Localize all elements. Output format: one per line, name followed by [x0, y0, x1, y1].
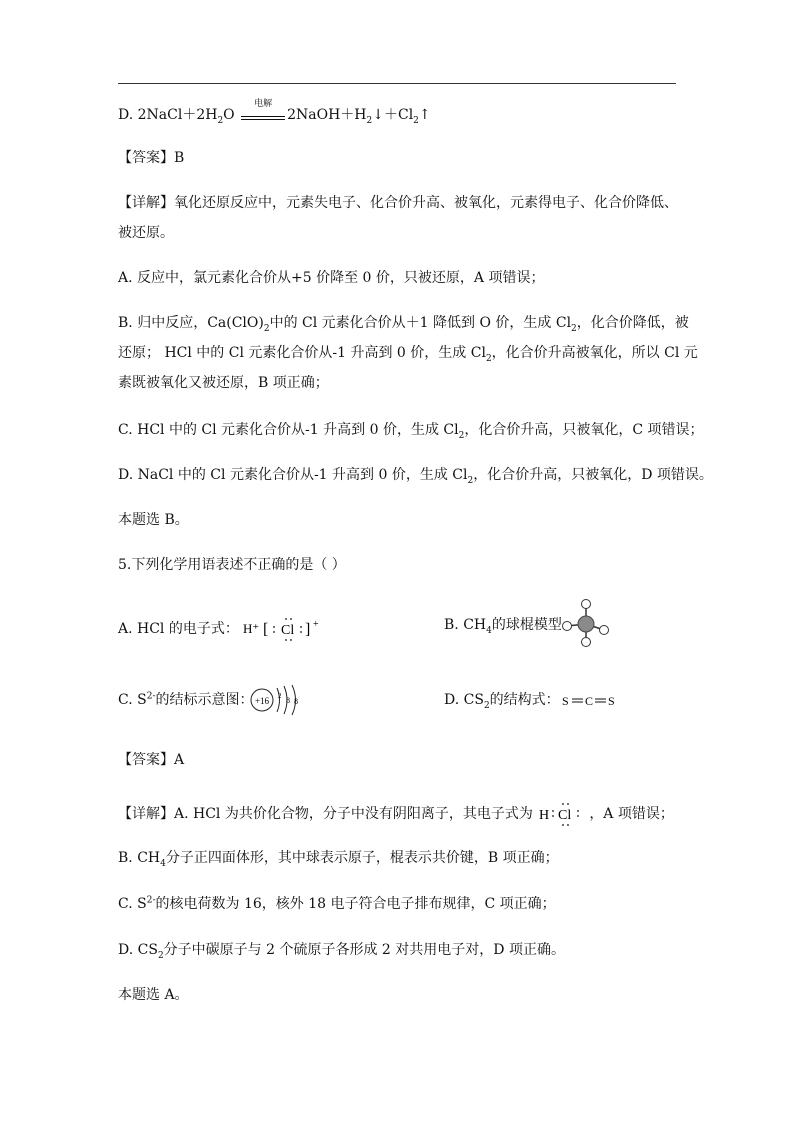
q5-option-a: A. HCl 的电子式： H⁺ [ Cl ] + — [118, 615, 333, 643]
svg-text:S: S — [608, 694, 615, 708]
q5-stem: 5.下列化学用语表述不正确的是（ ） — [118, 557, 346, 573]
svg-text:H⁺: H⁺ — [243, 621, 260, 636]
ch4-ball-and-stick-model — [560, 598, 612, 648]
s2-ion-structure-diagram — [248, 683, 304, 717]
q5-option-c: C. $S^{2-}$的结标示意图： — [118, 691, 254, 708]
hcl-ionic-electron-formula — [243, 615, 333, 643]
q5-answer: 【答案】A — [118, 752, 185, 768]
electrolysis-arrow: 电解 — [241, 108, 285, 122]
svg-text:S: S — [562, 694, 569, 708]
svg-text:8: 8 — [294, 697, 298, 706]
option-d-equation: D. $2NaCl+2H_2O$ 电解 $2NaOH+H_2↓+Cl_2↑$ — [118, 99, 431, 126]
svg-text:C: C — [585, 694, 594, 708]
q5-conclusion: 本题选 A。 — [118, 987, 189, 1003]
q5-detail-b: B. $CH_4$分子正四面体形，其中球表示原子，棍表示共价键，B 项正确； — [118, 850, 559, 869]
q4-detail-line2: 被还原。 — [118, 225, 174, 241]
q5-detail-a: 【详解】A. HCl 为共价化合物，分子中没有阴阳离子，其电子式为 H Cl ，A 项错误； — [118, 800, 674, 828]
header-rule — [118, 83, 676, 84]
cs2-structural-formula — [560, 689, 620, 711]
svg-text:2: 2 — [278, 692, 282, 700]
q4-detail-line1: 【详解】氧化还原反应中，元素失电子、化合价升高、被氧化，元素得电子、化合价降低、 — [118, 195, 678, 211]
svg-text:Cl: Cl — [281, 623, 295, 638]
svg-text:+16: +16 — [254, 696, 270, 706]
svg-text:+: + — [313, 619, 319, 630]
q4-conclusion: 本题选 B。 — [118, 512, 189, 528]
q5-detail-d: D. $CS_2$分子中碳原子与 2 个硫原子各形成 2 对共用电子对，D 项正确。 — [118, 942, 565, 961]
svg-text:]: ] — [305, 621, 311, 638]
q4-detail-d: D. NaCl 中的 Cl 元素化合价从-1 升高到 0 价，生成 $Cl_2$，化合价升高，只被氧化，D 项错误。 — [118, 467, 713, 486]
q5-option-d: D. $CS_2$的结构式： — [444, 692, 560, 711]
q5-detail-c: C. $S^{2-}$的核电荷数为 16，核外 18 电子符合电子排布规律，C 项正确； — [118, 895, 556, 912]
svg-text:8: 8 — [286, 696, 290, 705]
q4-detail-c: C. HCl 中的 Cl 元素化合价从-1 升高到 0 价，生成 $Cl_2$，化合价升高，只被氧化，C 项错误； — [118, 422, 704, 441]
svg-text:H: H — [539, 808, 550, 823]
q4-detail-b3: 素既被氧化又被还原，B 项正确； — [118, 375, 329, 391]
svg-text:Cl: Cl — [558, 808, 572, 823]
q5-option-b: B. $CH_4$的球棍模型 — [444, 617, 562, 636]
q4-answer: 【答案】B — [118, 150, 185, 166]
hcl-covalent-electron-formula — [537, 800, 589, 828]
q4-detail-b1: B. 归中反应，$Ca(ClO)_2$中的 Cl 元素化合价从＋1 降低到 O 价，生成 $Cl_2$，化合价降低，被 — [118, 315, 689, 334]
svg-text:[: [ — [263, 621, 269, 638]
q4-detail-a: A. 反应中，氯元素化合价从+5 价降至 0 价，只被还原，A 项错误； — [118, 270, 545, 286]
q4-detail-b2: 还原； HCl 中的 Cl 元素化合价从-1 升高到 0 价，生成 $Cl_2$，化合价升高被氧化，所以 Cl 元 — [118, 345, 698, 364]
